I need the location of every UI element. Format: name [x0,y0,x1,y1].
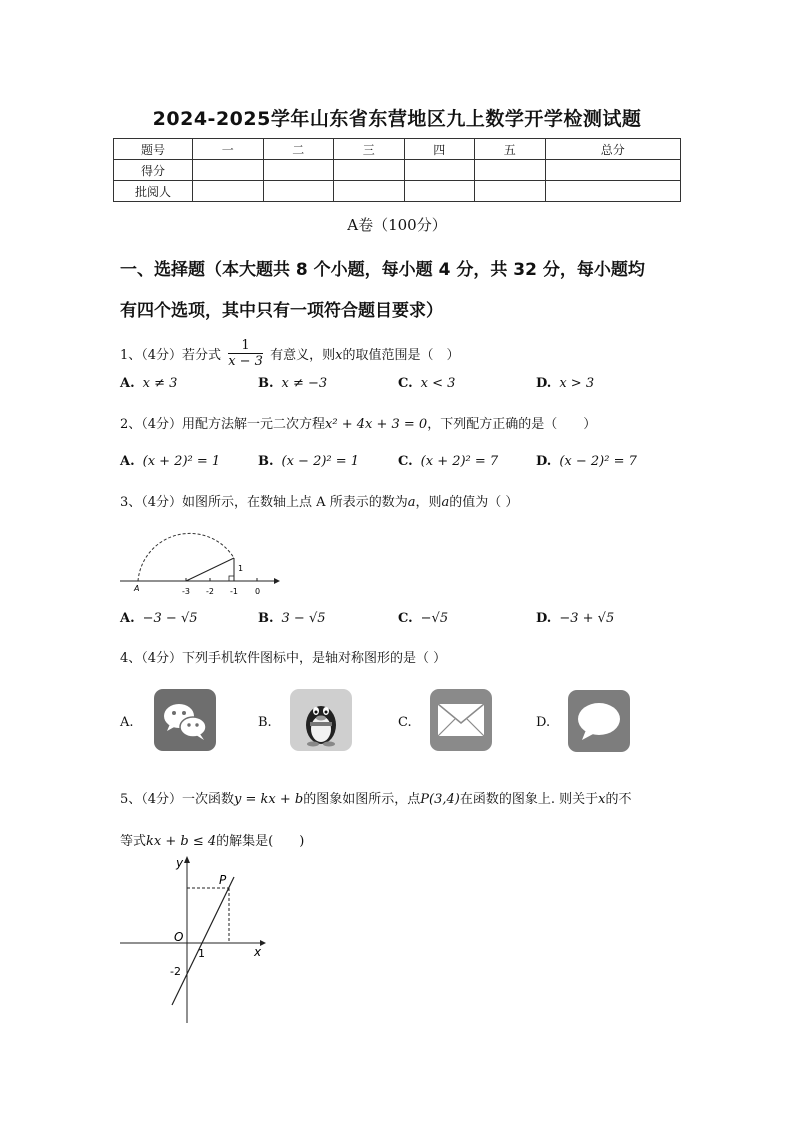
score-table-header-cell: 题号 [114,139,193,160]
option-label: B. [258,454,274,469]
score-table-header-row [114,139,681,160]
q5-line2-prefix: 等式 [120,834,147,849]
score-cell[interactable] [545,160,681,181]
score-cell[interactable] [404,160,475,181]
q3-tick-label: -3 [182,587,190,596]
q3-var-2: a [441,495,450,510]
q5-y-label: y [176,856,184,870]
wechat-icon[interactable] [154,689,216,751]
q5-line2-suffix: 的解集是( ) [216,834,305,849]
option-text: x < 3 [420,376,456,391]
score-table-header-cell: 二 [263,139,334,160]
option-text: (x − 2)² = 7 [559,454,637,469]
q1-option-a[interactable] [120,376,177,391]
option-label: C. [398,376,413,391]
option-text: −3 + √5 [559,611,615,626]
q3-option-a[interactable] [120,611,198,626]
q5-point: P(3,4) [420,792,460,807]
q3-dashed-arc [138,533,234,581]
question-5-line2 [120,830,304,849]
q1-var: x [335,348,343,363]
q5-mid: 的图象如图所示，点 [303,792,421,807]
score-table-header-cell: 总分 [545,139,681,160]
q2-option-c[interactable] [398,454,498,469]
q5-y-intercept-label: -2 [170,965,181,978]
question-3 [120,491,518,510]
score-table-header-cell: 一 [193,139,264,160]
q3-height-label: 1 [238,564,244,573]
q5-origin-label: O [174,930,184,944]
score-cell[interactable] [263,181,334,202]
option-text: x ≠ 3 [142,376,178,391]
q5-y-axis-arrow [184,856,190,863]
q5-prefix: 5、（4分）一次函数 [120,792,235,807]
score-cell[interactable] [475,160,546,181]
q5-function-graph [118,853,268,1028]
q3-option-c[interactable] [398,611,448,626]
option-label: D. [536,611,552,626]
q5-function: y = kx + b [234,792,304,807]
q2-option-a[interactable] [120,454,220,469]
q3-number-line-figure [118,518,280,598]
q3-mid: ，则 [415,495,442,510]
score-table [113,138,681,202]
option-text: 3 − √5 [281,611,326,626]
q3-tick-label: 0 [255,587,261,596]
score-cell[interactable] [263,160,334,181]
score-table-row-label: 得分 [114,160,193,181]
question-1 [120,340,459,371]
qq-penguin-icon[interactable] [290,689,352,751]
q3-option-b[interactable] [258,611,326,626]
message-bubble-icon[interactable] [568,690,630,752]
score-table-header-cell: 四 [404,139,475,160]
option-label: A. [120,454,135,469]
score-cell[interactable] [475,181,546,202]
score-cell[interactable] [193,181,264,202]
q4-option-c-label: C. [398,715,412,730]
score-table-row [114,160,681,181]
q3-prefix: 3、（4分）如图所示，在数轴上点 A 所表示的数为 [120,495,408,510]
option-text: x > 3 [559,376,595,391]
q1-option-c[interactable] [398,376,455,391]
score-cell[interactable] [193,160,264,181]
q3-point-label: A [134,584,140,593]
score-table-header-cell: 三 [334,139,405,160]
option-label: B. [258,611,274,626]
section-heading-line2: 有四个选项，其中只有一项符合题目要求） [120,301,443,321]
score-cell[interactable] [334,181,405,202]
q2-equation: x² + 4x + 3 = 0 [325,417,428,432]
option-text: (x − 2)² = 1 [281,454,360,469]
q1-frac-num: 1 [228,338,263,354]
q3-axis-arrow [274,578,280,584]
option-label: C. [398,454,413,469]
q5-x-label: x [254,945,262,959]
q5-mid2: 在函数的图象上. 则关于 [459,792,599,807]
option-text: x ≠ −3 [281,376,328,391]
q5-point-p-label: P [219,873,227,887]
q2-prefix: 2、（4分）用配方法解一元二次方程 [120,417,326,432]
question-5 [120,788,631,807]
q3-hypotenuse [186,558,234,581]
q1-prefix: 1、（4分）若分式 [120,348,222,363]
q5-inequality: kx + b ≤ 4 [146,834,217,849]
q4-option-a-label: A. [120,715,134,730]
q1-frac-den: x − 3 [228,354,263,369]
option-text: (x + 2)² = 1 [142,454,221,469]
option-label: C. [398,611,413,626]
score-table-row [114,181,681,202]
q3-var: a [407,495,416,510]
q3-right-angle-mark [229,576,234,581]
option-text: (x + 2)² = 7 [420,454,499,469]
q3-tick-label: -2 [206,587,214,596]
question-2 [120,413,596,432]
q1-option-d[interactable] [536,376,594,391]
q1-fraction [228,338,263,369]
q3-option-d[interactable] [536,611,614,626]
q5-suffix: 的不 [605,792,632,807]
q2-option-b[interactable] [258,454,359,469]
option-text: −3 − √5 [142,611,198,626]
section-heading-line1: 一、选择题（本大题共 8 个小题，每小题 4 分，共 32 分，每小题均 [120,260,645,280]
q2-suffix: ，下列配方正确的是（ ） [427,417,597,432]
q2-option-d[interactable] [536,454,637,469]
option-label: B. [258,376,274,391]
score-table-header-cell: 五 [475,139,546,160]
score-cell[interactable] [334,160,405,181]
q4-option-d-label: D. [536,715,551,730]
mail-envelope-icon[interactable] [430,689,492,751]
option-text: −√5 [420,611,449,626]
option-label: A. [120,376,135,391]
q5-var: x [598,792,606,807]
q5-x-intercept-label: 1 [198,947,205,960]
option-label: D. [536,376,552,391]
option-label: D. [536,454,552,469]
q1-option-b[interactable] [258,376,327,391]
question-4: 4、（4分）下列手机软件图标中，是轴对称图形的是（ ） [120,651,447,666]
q1-suffix-a: 有意义，则 [270,348,336,363]
volume-heading: A卷（100分） [347,216,447,234]
score-table-row-label: 批阅人 [114,181,193,202]
option-label: A. [120,611,135,626]
page-title: 2024-2025学年山东省东营地区九上数学开学检测试题 [152,108,642,130]
score-cell[interactable] [545,181,681,202]
q4-option-b-label: B. [258,715,272,730]
q3-suffix: 的值为（ ） [449,495,519,510]
q1-suffix-b: 的取值范围是（ ） [342,348,460,363]
score-cell[interactable] [404,181,475,202]
q3-tick-label: -1 [230,587,238,596]
